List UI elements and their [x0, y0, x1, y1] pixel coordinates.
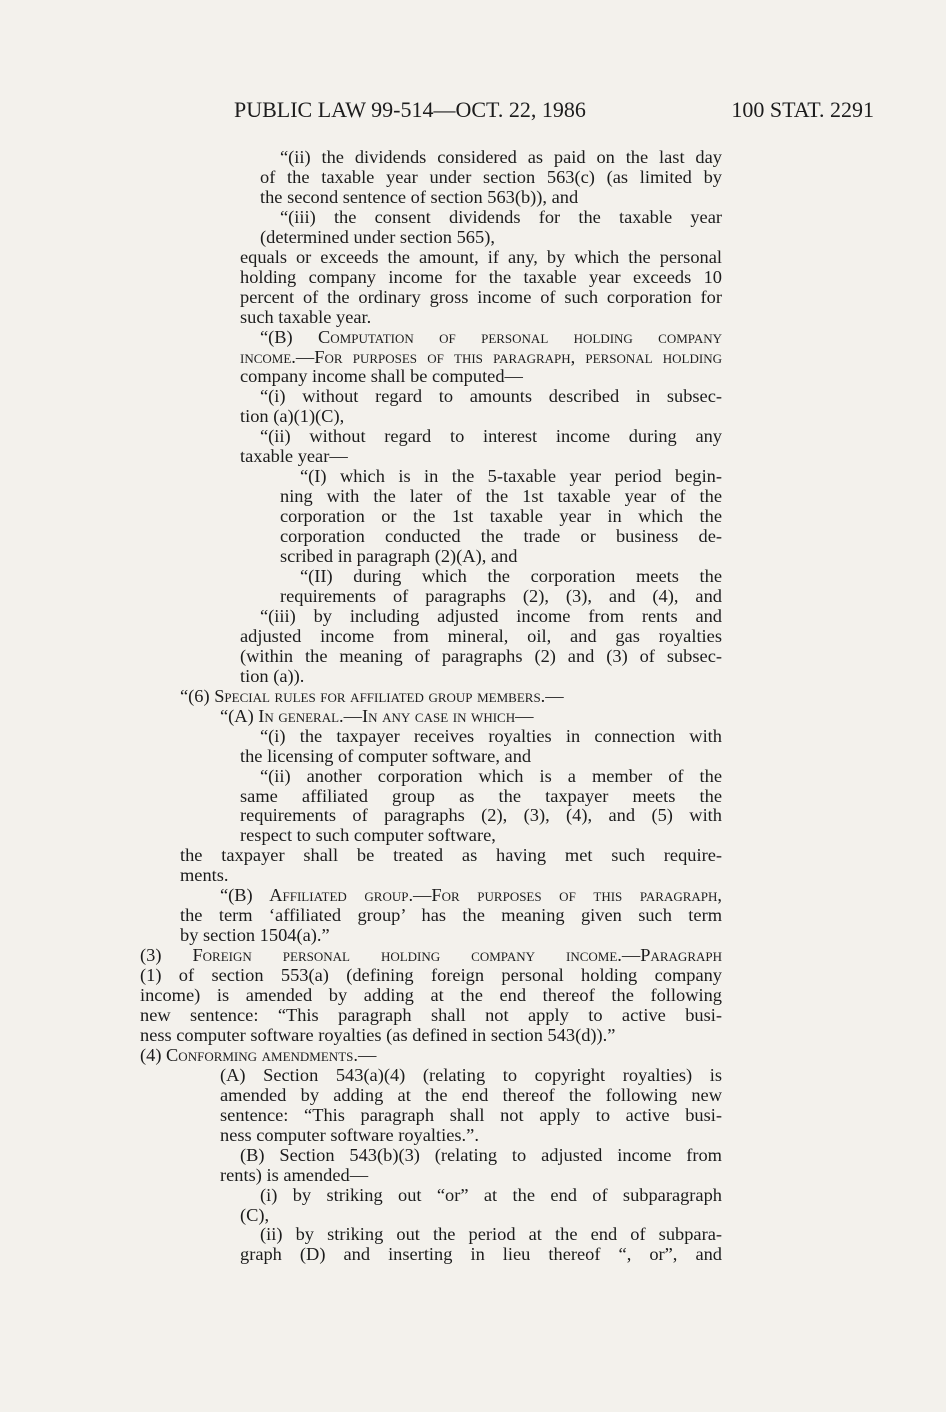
text-line: ness computer software royalties.”. [220, 1124, 479, 1145]
statute-text [140, 148, 722, 1265]
text-line: “(ii) the dividends considered as paid on the last day [280, 147, 722, 167]
text-line: such taxable year. [240, 306, 372, 327]
text-line: tion (a)). [240, 665, 305, 686]
text-line: requirements of paragraphs (2), (3), (4), and (5) with [240, 805, 722, 826]
header-title: PUBLIC LAW 99-514—OCT. 22, 1986 [234, 97, 586, 122]
text-line: the licensing of computer software, and [240, 745, 532, 766]
text-line: ning with the later of the 1st taxable year of the [280, 486, 722, 507]
text-line: requirements of paragraphs (2), (3), and (4), and [280, 585, 722, 606]
text-line: “(i) without regard to amounts described in subsec- [260, 386, 722, 407]
text-line: the term ‘affiliated group’ has the meaning given such term [180, 905, 722, 926]
text-line: sentence: “This paragraph shall not apply to active busi- [220, 1104, 722, 1125]
text-line: (C), [240, 1204, 270, 1225]
text-line: (determined under section 565), [260, 226, 495, 247]
text-line: corporation or the 1st taxable year in which the [280, 506, 722, 527]
text-line: tion (a)(1)(C), [240, 406, 345, 427]
paragraph-heading: “(6) Special rules for affiliated group members.— [180, 685, 564, 706]
text-line: of the taxable year under section 563(c) (as limited by [260, 166, 722, 187]
text-line: (1) of section 553(a) (defining foreign personal holding company [140, 965, 722, 986]
text-line: “(I) which is in the 5-taxable year period begin- [300, 466, 722, 487]
paragraph-heading: (4) Conforming amendments.— [140, 1044, 377, 1065]
text-line: (A) Section 543(a)(4) (relating to copyright royalties) is [220, 1064, 722, 1085]
text-line: the taxpayer shall be treated as having met such require- [180, 845, 722, 866]
text-line: scribed in paragraph (2)(A), and [280, 546, 518, 567]
text-line: the second sentence of section 563(b)), and [260, 186, 579, 207]
paragraph-heading: (3) Foreign personal holding company income.—Paragraph [140, 945, 722, 966]
text-line: amended by adding at the end thereof the following new [220, 1084, 722, 1105]
text-line: ness computer software royalties (as defined in section 543(d)).” [140, 1024, 616, 1045]
text-line: ments. [180, 865, 229, 886]
text-line: (ii) by striking out the period at the end of subpara- [260, 1224, 722, 1245]
text-line: respect to such computer software, [240, 825, 496, 846]
text-line: rents) is amended— [220, 1164, 369, 1185]
text-line: by section 1504(a).” [180, 925, 330, 946]
text-line: equals or exceeds the amount, if any, by which the personal [240, 246, 722, 267]
text-line: “(ii) another corporation which is a member of the [260, 765, 722, 786]
text-line: “(iii) the consent dividends for the taxable year [280, 206, 722, 227]
text-line: “(II) during which the corporation meets the [300, 566, 722, 587]
text-line: new sentence: “This paragraph shall not apply to active busi- [140, 1004, 722, 1025]
text-line: percent of the ordinary gross income of such corporation for [240, 286, 722, 307]
text-line: “(i) the taxpayer receives royalties in connection with [260, 725, 722, 746]
subsection-heading: “(B) Affiliated group.—For purposes of this paragraph, [220, 885, 722, 906]
text-line: taxable year— [240, 446, 348, 467]
text-line: corporation conducted the trade or business de- [280, 526, 722, 547]
text-line: same affiliated group as the taxpayer meets the [240, 785, 722, 806]
text-line: adjusted income from mineral, oil, and gas royalties [240, 625, 722, 646]
text-line: graph (D) and inserting in lieu thereof “, or”, and [240, 1244, 722, 1265]
text-line: (within the meaning of paragraphs (2) and (3) of subsec- [240, 645, 722, 666]
text-line: (B) Section 543(b)(3) (relating to adjusted income from [240, 1144, 722, 1165]
text-line: company income shall be computed— [240, 366, 523, 387]
text-line: income.—For purposes of this paragraph, personal holding [240, 346, 722, 367]
header-stat-page: 100 STAT. 2291 [731, 97, 874, 122]
text-line: (i) by striking out “or” at the end of subparagraph [260, 1184, 722, 1205]
subsection-heading: “(A) In general.—In any case in which— [220, 705, 534, 726]
subsection-heading: “(B) Computation of personal holding company [260, 326, 722, 347]
text-line: holding company income for the taxable year exceeds 10 [240, 266, 722, 287]
text-line: “(iii) by including adjusted income from rents and [260, 605, 722, 626]
text-line: “(ii) without regard to interest income during any [260, 426, 722, 447]
text-line: income) is amended by adding at the end thereof the following [140, 985, 722, 1006]
